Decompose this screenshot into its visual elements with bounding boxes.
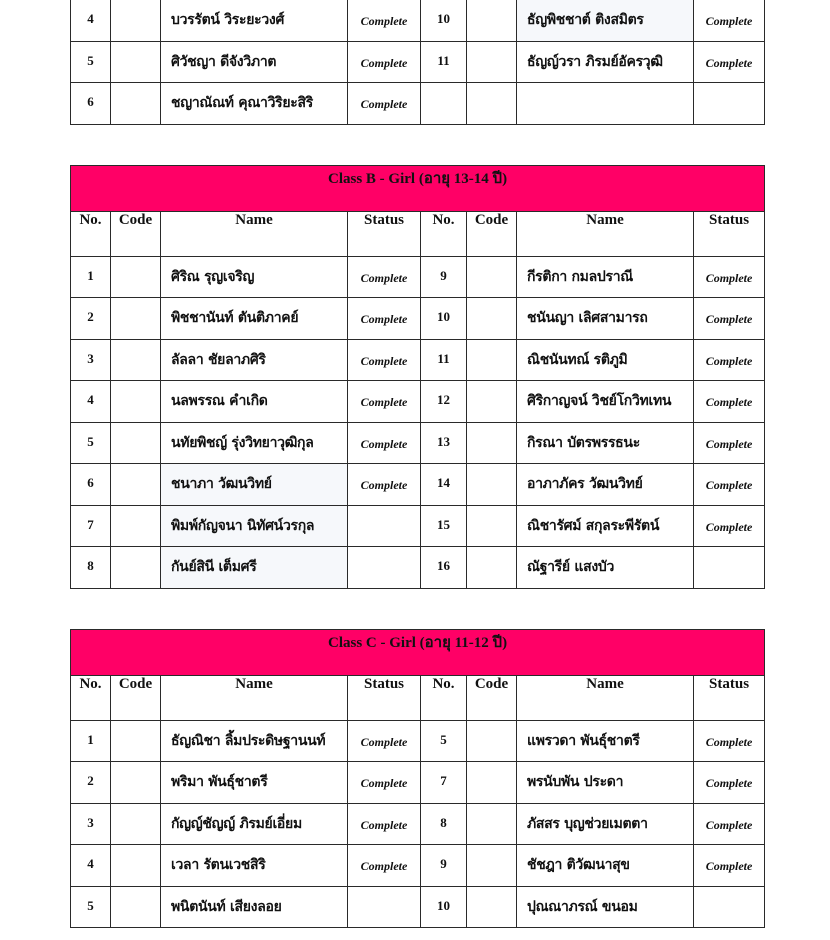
student-name: บวรรัตน์ วิระยะวงศ์ xyxy=(161,0,348,41)
student-code xyxy=(111,464,161,506)
student-code xyxy=(111,886,161,928)
student-code xyxy=(111,256,161,298)
student-status: Complete xyxy=(694,720,765,762)
student-number: 4 xyxy=(71,0,111,41)
student-name: ปุณณาภรณ์ ขนอม xyxy=(517,886,694,928)
student-status xyxy=(348,547,421,589)
col-header-status: Status xyxy=(694,211,765,256)
col-header-status: Status xyxy=(348,675,421,720)
student-name: แพรวดา พันธุ์ชาตรี xyxy=(517,720,694,762)
student-number: 4 xyxy=(71,381,111,423)
student-name xyxy=(517,83,694,125)
student-status: Complete xyxy=(694,381,765,423)
student-name: นทัยพิชญ์ รุ่งวิทยาวุฒิกุล xyxy=(161,422,348,464)
table-row xyxy=(71,464,765,506)
student-status: Complete xyxy=(348,0,421,41)
student-code xyxy=(111,845,161,887)
student-code xyxy=(467,83,517,125)
student-name: อาภาภัคร วัฒนวิทย์ xyxy=(517,464,694,506)
student-name: ศิริกาญจน์ วิชย์โกวิทเทน xyxy=(517,381,694,423)
student-status: Complete xyxy=(694,505,765,547)
student-name: ชนันญา เลิศสามารถ xyxy=(517,298,694,340)
class-a-body xyxy=(71,0,765,124)
student-status: Complete xyxy=(694,41,765,83)
col-header-name: Name xyxy=(161,211,348,256)
student-number: 16 xyxy=(421,547,467,589)
class-b-title: Class B - Girl (อายุ 13-14 ปี) xyxy=(71,165,765,211)
student-number: 7 xyxy=(421,762,467,804)
student-name: กีรติกา กมลปราณี xyxy=(517,256,694,298)
student-code xyxy=(111,547,161,589)
student-number: 10 xyxy=(421,298,467,340)
student-number: 11 xyxy=(421,41,467,83)
student-number: 5 xyxy=(71,886,111,928)
student-code xyxy=(111,339,161,381)
student-name: เวลา รัตนเวชสิริ xyxy=(161,845,348,887)
student-status: Complete xyxy=(348,83,421,125)
student-code xyxy=(467,381,517,423)
class-c-title: Class C - Girl (อายุ 11-12 ปี) xyxy=(71,629,765,675)
table-row xyxy=(71,83,765,125)
col-header-no: No. xyxy=(71,675,111,720)
table-row xyxy=(71,803,765,845)
student-status: Complete xyxy=(694,339,765,381)
student-status: Complete xyxy=(694,256,765,298)
student-name: ธัญพิชชาต์ ติงสมิตร xyxy=(517,0,694,41)
student-number: 14 xyxy=(421,464,467,506)
student-number: 12 xyxy=(421,381,467,423)
student-number: 6 xyxy=(71,83,111,125)
table-row xyxy=(71,339,765,381)
student-name: กัญญ์ชัญญ์ ภิรมย์เอี่ยม xyxy=(161,803,348,845)
student-code xyxy=(467,803,517,845)
student-code xyxy=(467,762,517,804)
table-row xyxy=(71,256,765,298)
student-status: Complete xyxy=(348,381,421,423)
student-name: ชญาณัณท์ คุณาวิริยะสิริ xyxy=(161,83,348,125)
table-row xyxy=(71,886,765,928)
col-header-name: Name xyxy=(517,675,694,720)
student-number: 5 xyxy=(421,720,467,762)
student-number: 10 xyxy=(421,0,467,41)
student-code xyxy=(111,41,161,83)
table-row xyxy=(71,720,765,762)
student-name: พนิตนันท์ เสียงลอย xyxy=(161,886,348,928)
student-status: Complete xyxy=(694,762,765,804)
student-status: Complete xyxy=(348,803,421,845)
student-code xyxy=(467,886,517,928)
student-number: 8 xyxy=(421,803,467,845)
student-code xyxy=(467,256,517,298)
student-status xyxy=(348,505,421,547)
col-header-name: Name xyxy=(161,675,348,720)
student-status xyxy=(348,886,421,928)
col-header-status: Status xyxy=(348,211,421,256)
student-name: กิรณา บัตรพรรธนะ xyxy=(517,422,694,464)
student-status: Complete xyxy=(348,422,421,464)
student-status xyxy=(694,886,765,928)
student-number: 1 xyxy=(71,720,111,762)
col-header-no: No. xyxy=(71,211,111,256)
student-number xyxy=(421,83,467,125)
student-number: 2 xyxy=(71,298,111,340)
student-code xyxy=(467,464,517,506)
col-header-no: No. xyxy=(421,675,467,720)
student-status: Complete xyxy=(694,845,765,887)
class-c-table xyxy=(70,629,765,929)
student-status: Complete xyxy=(348,464,421,506)
student-number: 6 xyxy=(71,464,111,506)
student-number: 11 xyxy=(421,339,467,381)
student-number: 5 xyxy=(71,422,111,464)
student-status xyxy=(694,83,765,125)
student-code xyxy=(111,298,161,340)
student-status: Complete xyxy=(694,803,765,845)
student-status: Complete xyxy=(348,256,421,298)
student-number: 2 xyxy=(71,762,111,804)
student-name: ศิวัชญา ดีจังวิภาต xyxy=(161,41,348,83)
student-name: กันย์สินี เต็มศรี xyxy=(161,547,348,589)
student-name: พริมา พันธุ์ชาตรี xyxy=(161,762,348,804)
student-number: 3 xyxy=(71,339,111,381)
student-name: ธัญณิชา ลิ้มประดิษฐานนท์ xyxy=(161,720,348,762)
student-status: Complete xyxy=(694,0,765,41)
class-b-table xyxy=(70,165,765,589)
student-code xyxy=(111,381,161,423)
student-number: 4 xyxy=(71,845,111,887)
student-number: 9 xyxy=(421,845,467,887)
student-number: 15 xyxy=(421,505,467,547)
table-row xyxy=(71,845,765,887)
student-name: ลัลลา ชัยลาภศิริ xyxy=(161,339,348,381)
student-number: 10 xyxy=(421,886,467,928)
student-status: Complete xyxy=(348,41,421,83)
student-code xyxy=(467,41,517,83)
table-row xyxy=(71,547,765,589)
table-row xyxy=(71,762,765,804)
student-code xyxy=(467,422,517,464)
class-c-body xyxy=(71,720,765,928)
student-code xyxy=(111,422,161,464)
student-name: ศิริณ รุญเจริญ xyxy=(161,256,348,298)
student-status xyxy=(694,547,765,589)
student-code xyxy=(467,0,517,41)
student-name: พิมพ์กัญจนา นิทัศน์วรกุล xyxy=(161,505,348,547)
student-number: 3 xyxy=(71,803,111,845)
student-status: Complete xyxy=(348,298,421,340)
col-header-no: No. xyxy=(421,211,467,256)
student-code xyxy=(467,505,517,547)
table-row xyxy=(71,505,765,547)
table-row xyxy=(71,41,765,83)
student-status: Complete xyxy=(348,762,421,804)
student-status: Complete xyxy=(348,339,421,381)
table-row xyxy=(71,298,765,340)
student-code xyxy=(467,547,517,589)
student-name: ชนาภา วัฒนวิทย์ xyxy=(161,464,348,506)
student-name: นลพรรณ คำเกิด xyxy=(161,381,348,423)
student-status: Complete xyxy=(694,464,765,506)
student-number: 13 xyxy=(421,422,467,464)
table-row xyxy=(71,381,765,423)
student-code xyxy=(111,83,161,125)
student-status: Complete xyxy=(348,845,421,887)
col-header-name: Name xyxy=(517,211,694,256)
student-code xyxy=(111,803,161,845)
student-status: Complete xyxy=(694,298,765,340)
student-number: 1 xyxy=(71,256,111,298)
student-name: ธัญญ์วรา ภิรมย์อัครวุฒิ xyxy=(517,41,694,83)
col-header-code: Code xyxy=(111,211,161,256)
student-status: Complete xyxy=(694,422,765,464)
student-name: ณิชนันทณ์ รติภูมิ xyxy=(517,339,694,381)
student-code xyxy=(111,762,161,804)
student-name: ภัสสร บุญช่วยเมตตา xyxy=(517,803,694,845)
student-code xyxy=(467,845,517,887)
student-code xyxy=(111,720,161,762)
student-code xyxy=(467,720,517,762)
student-name: พิชชานันท์ ตันติภาคย์ xyxy=(161,298,348,340)
student-number: 7 xyxy=(71,505,111,547)
col-header-code: Code xyxy=(467,675,517,720)
student-status: Complete xyxy=(348,720,421,762)
student-number: 8 xyxy=(71,547,111,589)
col-header-status: Status xyxy=(694,675,765,720)
student-name: พรนับพัน ประดา xyxy=(517,762,694,804)
student-name: ณิชารัศม์ สกุลระพีรัตน์ xyxy=(517,505,694,547)
student-number: 9 xyxy=(421,256,467,298)
student-name: ชัชฎา ติวัฒนาสุข xyxy=(517,845,694,887)
student-name: ณัฐารีย์ แสงบัว xyxy=(517,547,694,589)
class-b-body xyxy=(71,256,765,588)
col-header-code: Code xyxy=(467,211,517,256)
student-code xyxy=(111,0,161,41)
student-number: 5 xyxy=(71,41,111,83)
student-code xyxy=(111,505,161,547)
student-code xyxy=(467,339,517,381)
class-a-table xyxy=(70,0,765,125)
col-header-code: Code xyxy=(111,675,161,720)
table-row xyxy=(71,422,765,464)
table-row xyxy=(71,0,765,41)
student-code xyxy=(467,298,517,340)
